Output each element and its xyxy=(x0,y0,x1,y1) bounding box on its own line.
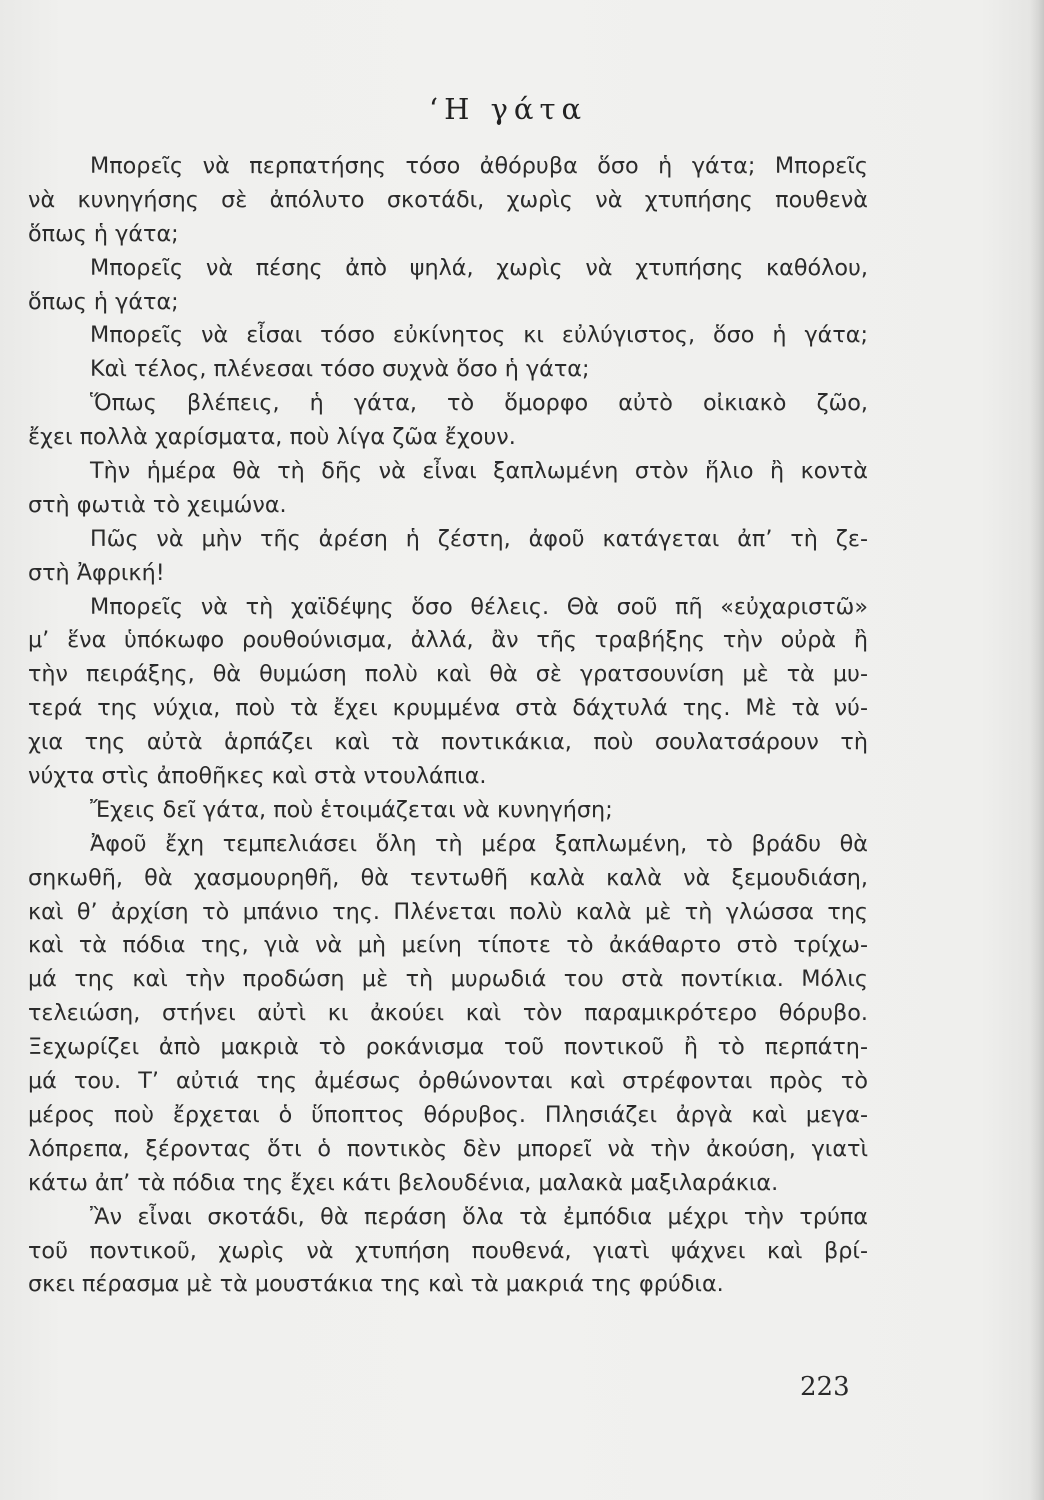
text-line: Μπορεῖς νὰ τὴ χαϊδέψης ὅσο θέλεις. Θὰ σοῦ πῆ «εὐχαριστῶ» xyxy=(90,593,868,620)
text-line: νὰ κυνηγήσης σὲ ἀπόλυτο σκοτάδι, χωρὶς νὰ χτυπήσης πουθενὰ xyxy=(28,186,868,213)
text-line: Ἂν εἶναι σκοτάδι, θὰ περάση ὅλα τὰ ἐμπόδια μέχρι τὴν τρύπα xyxy=(90,1203,868,1230)
text-line: Ἀφοῦ ἔχη τεμπελιάσει ὅλη τὴ μέρα ξαπλωμένη, τὸ βράδυ θὰ xyxy=(90,830,868,857)
text-line: Τὴν ἡμέρα θὰ τὴ δῆς νὰ εἶναι ξαπλωμένη στὸν ἥλιο ἢ κοντὰ xyxy=(90,458,868,485)
text-line: ὅπως ἡ γάτα; xyxy=(28,288,179,315)
text-line: μ’ ἕνα ὑπόκωφο ρουθούνισμα, ἀλλά, ἂν τῆς τραβήξης τὴν οὐρὰ ἢ xyxy=(28,627,868,654)
page-edge-shadow xyxy=(1030,0,1044,1500)
text-line: ὅπως ἡ γάτα; xyxy=(28,220,179,247)
text-line: τελειώση, στήνει αὐτὶ κι ἀκούει καὶ τὸν παραμικρότερο θόρυβο. xyxy=(28,1000,868,1027)
body-text xyxy=(28,150,868,1302)
text-line: σκει πέρασμα μὲ τὰ μουστάκια της καὶ τὰ μακριά της φρύδια. xyxy=(28,1271,724,1298)
page-number: 223 xyxy=(800,1372,850,1402)
text-line: λόπρεπα, ξέροντας ὅτι ὁ ποντικὸς δὲν μπορεῖ νὰ τὴν ἀκούση, γιατὶ xyxy=(28,1135,868,1162)
text-line: κάτω ἀπ’ τὰ πόδια της ἔχει κάτι βελουδένια, μαλακὰ μαξιλαράκια. xyxy=(28,1169,779,1196)
text-line: στὴ Ἀφρική! xyxy=(28,559,165,586)
text-line: Ἔχεις δεῖ γάτα, ποὺ ἑτοιμάζεται νὰ κυνηγήση; xyxy=(90,796,613,823)
text-line: στὴ φωτιὰ τὸ χειμώνα. xyxy=(28,491,287,518)
text-line: Ὅπως βλέπεις, ἡ γάτα, τὸ ὅμορφο αὐτὸ οἰκιακὸ ζῶο, xyxy=(90,390,868,417)
text-line: καὶ τὰ πόδια της, γιὰ νὰ μὴ μείνη τίποτε τὸ ἀκάθαρτο στὸ τρίχω- xyxy=(28,932,868,959)
text-line: Μπορεῖς νὰ πέσης ἀπὸ ψηλά, χωρὶς νὰ χτυπήσης καθόλου, xyxy=(90,254,868,281)
text-line: νύχτα στὶς ἀποθῆκες καὶ στὰ ντουλάπια. xyxy=(28,763,487,790)
text-line: χια της αὐτὰ ἁρπάζει καὶ τὰ ποντικάκια, ποὺ σουλατσάρουν τὴ xyxy=(28,729,868,756)
text-line: τὴν πειράξης, θὰ θυμώση πολὺ καὶ θὰ σὲ γρατσουνίση μὲ τὰ μυ- xyxy=(28,661,868,688)
text-line: Πῶς νὰ μὴν τῆς ἀρέση ἡ ζέστη, ἀφοῦ κατάγεται ἀπ’ τὴ ζε- xyxy=(90,525,868,552)
text-line: τερά της νύχια, ποὺ τὰ ἔχει κρυμμένα στὰ δάχτυλά της. Μὲ τὰ νύ- xyxy=(28,695,868,722)
text-line: Μπορεῖς νὰ περπατήσης τόσο ἀθόρυβα ὅσο ἡ γάτα; Μπορεῖς xyxy=(90,153,868,179)
text-line: ἔχει πολλὰ χαρίσματα, ποὺ λίγα ζῶα ἔχουν. xyxy=(28,424,516,451)
text-line: μέρος ποὺ ἔρχεται ὁ ὕποπτος θόρυβος. Πλησιάζει ἀργὰ καὶ μεγα- xyxy=(28,1101,868,1128)
text-line: Μπορεῖς νὰ εἶσαι τόσο εὐκίνητος κι εὐλύγιστος, ὅσο ἡ γάτα; xyxy=(90,322,868,349)
text-line: τοῦ ποντικοῦ, χωρὶς νὰ χτυπήση πουθενά, γιατὶ ψάχνει καὶ βρί- xyxy=(28,1237,868,1264)
text-line: σηκωθῆ, θὰ χασμουρηθῆ, θὰ τεντωθῆ καλὰ καλὰ νὰ ξεμουδιάση, xyxy=(28,864,868,891)
text-line: Ξεχωρίζει ἀπὸ μακριὰ τὸ ροκάνισμα τοῦ ποντικοῦ ἢ τὸ περπάτη- xyxy=(28,1034,868,1061)
text-line: καὶ θ’ ἀρχίση τὸ μπάνιο της. Πλένεται πολὺ καλὰ μὲ τὴ γλώσσα της xyxy=(28,898,868,925)
text-line: μά του. Τ’ αὐτιά της ἀμέσως ὀρθώνονται καὶ στρέφονται πρὸς τὸ xyxy=(28,1068,868,1095)
page-title: ‘Η γάτα xyxy=(428,92,588,126)
text-line: Καὶ τέλος, πλένεσαι τόσο συχνὰ ὅσο ἡ γάτα; xyxy=(90,356,590,383)
text-line: μά της καὶ τὴν προδώση μὲ τὴ μυρωδιά του στὰ ποντίκια. Μόλις xyxy=(28,966,868,993)
